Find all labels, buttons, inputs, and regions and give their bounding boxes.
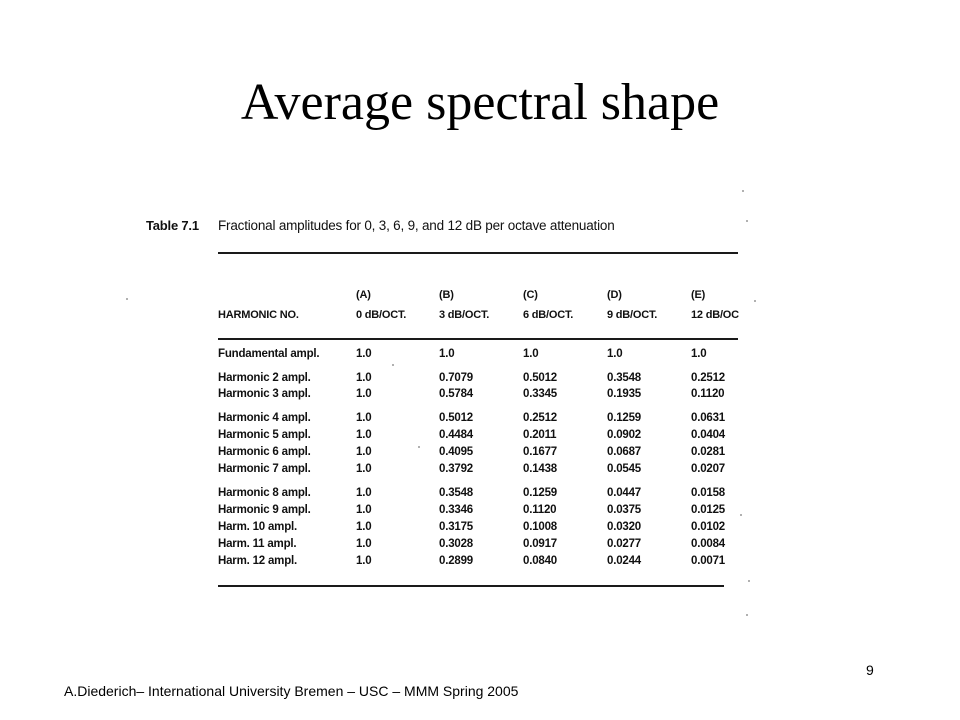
column-letter: (D) [607,289,622,301]
table-cell: 0.0687 [607,446,641,458]
table-cell: 1.0 [356,412,372,424]
table-cell: 0.3175 [439,521,473,533]
table-cell: 0.3792 [439,463,473,475]
table-cell: 0.5012 [439,412,473,424]
scan-speck [126,298,128,300]
table-cell: 1.0 [356,429,372,441]
table-cell: 0.1120 [523,504,557,516]
table-cell: 1.0 [356,372,372,384]
table-cell: 0.1120 [691,388,725,400]
column-unit: 0 dB/OCT. [356,309,407,321]
row-label: Harmonic 2 ampl. [218,372,311,384]
table-cell: 1.0 [523,348,539,360]
scan-speck [740,514,742,516]
table-caption-text: Fractional amplitudes for 0, 3, 6, 9, and 12 dB per octave attenuation [218,218,615,233]
table-cell: 0.0404 [691,429,725,441]
scan-speck [742,190,744,192]
table-cell: 0.0447 [607,487,641,499]
table-cell: 0.0102 [691,521,725,533]
row-label: Harmonic 9 ampl. [218,504,311,516]
table-number: Table 7.1 [146,218,199,233]
column-unit: 9 dB/OCT. [607,309,658,321]
scan-speck [746,614,748,616]
table-bottom-rule [218,585,724,587]
scan-speck [392,364,394,366]
page-number: 9 [866,662,874,678]
table-cell: 0.0917 [523,538,557,550]
table-cell: 0.0244 [607,555,641,567]
table-cell: 1.0 [691,348,707,360]
scan-speck [418,446,420,448]
table-cell: 0.0084 [691,538,725,550]
table-cell: 1.0 [356,487,372,499]
table-cell: 0.1259 [523,487,557,499]
table-cell: 0.1008 [523,521,557,533]
table-cell: 1.0 [356,348,372,360]
table-cell: 0.0158 [691,487,725,499]
row-label: Harm. 10 ampl. [218,521,298,533]
table-cell: 0.0071 [691,555,725,567]
table-cell: 0.3345 [523,388,557,400]
table-cell: 0.3548 [439,487,473,499]
table-cell: 0.5012 [523,372,557,384]
table-cell: 0.1935 [607,388,641,400]
table-cell: 0.0902 [607,429,641,441]
table-cell: 0.5784 [439,388,473,400]
table-cell: 0.1259 [607,412,641,424]
table-cell: 0.3548 [607,372,641,384]
column-letter: (E) [691,289,706,301]
column-letter: (A) [356,289,371,301]
table-top-rule [218,252,738,254]
table-cell: 1.0 [356,504,372,516]
row-label: Harm. 12 ampl. [218,555,298,567]
footer-credit: A.Diederich– International University Bremen – USC – MMM Spring 2005 [64,683,519,699]
table-cell: 0.7079 [439,372,473,384]
row-label: Harmonic 4 ampl. [218,412,311,424]
table-cell: 0.0207 [691,463,725,475]
scan-speck [748,580,750,582]
row-label: Fundamental ampl. [218,348,320,360]
column-unit: 6 dB/OCT. [523,309,574,321]
table-cell: 0.0125 [691,504,725,516]
column-unit: 3 dB/OCT. [439,309,490,321]
table-cell: 0.3346 [439,504,473,516]
row-label: Harmonic 5 ampl. [218,429,311,441]
column-letter: (B) [439,289,454,301]
table-cell: 0.2899 [439,555,473,567]
table-caption [146,218,615,233]
table-header-rule [218,338,738,340]
column-letter: (C) [523,289,538,301]
table-cell: 0.0545 [607,463,641,475]
row-label: Harm. 11 ampl. [218,538,297,550]
table-cell: 0.0281 [691,446,725,458]
table-cell: 0.0375 [607,504,641,516]
table-cell: 0.2512 [523,412,557,424]
column-unit: 12 dB/OC [691,309,739,321]
table-cell: 0.2512 [691,372,725,384]
table-cell: 1.0 [356,463,372,475]
scan-speck [754,300,756,302]
table-cell: 1.0 [356,446,372,458]
table-cell: 0.3028 [439,538,473,550]
table-cell: 0.0320 [607,521,641,533]
table-cell: 1.0 [607,348,623,360]
scanned-table [142,214,762,614]
table-cell: 0.4095 [439,446,473,458]
table-cell: 0.0277 [607,538,641,550]
table-cell: 0.4484 [439,429,473,441]
table-cell: 0.1438 [523,463,557,475]
table-cell: 0.2011 [523,429,557,441]
row-label: Harmonic 3 ampl. [218,388,311,400]
row-label: Harmonic 7 ampl. [218,463,311,475]
row-label: Harmonic 8 ampl. [218,487,311,499]
slide-title: Average spectral shape [240,74,720,131]
table-cell: 0.0840 [523,555,557,567]
table-cell: 1.0 [356,555,372,567]
table-cell: 0.1677 [523,446,557,458]
table-cell: 1.0 [356,538,372,550]
table-cell: 0.0631 [691,412,725,424]
table-cell: 1.0 [439,348,455,360]
table-cell: 1.0 [356,388,372,400]
row-header-label: HARMONIC NO. [218,309,299,321]
scan-speck [746,220,748,222]
table-cell: 1.0 [356,521,372,533]
row-label: Harmonic 6 ampl. [218,446,311,458]
